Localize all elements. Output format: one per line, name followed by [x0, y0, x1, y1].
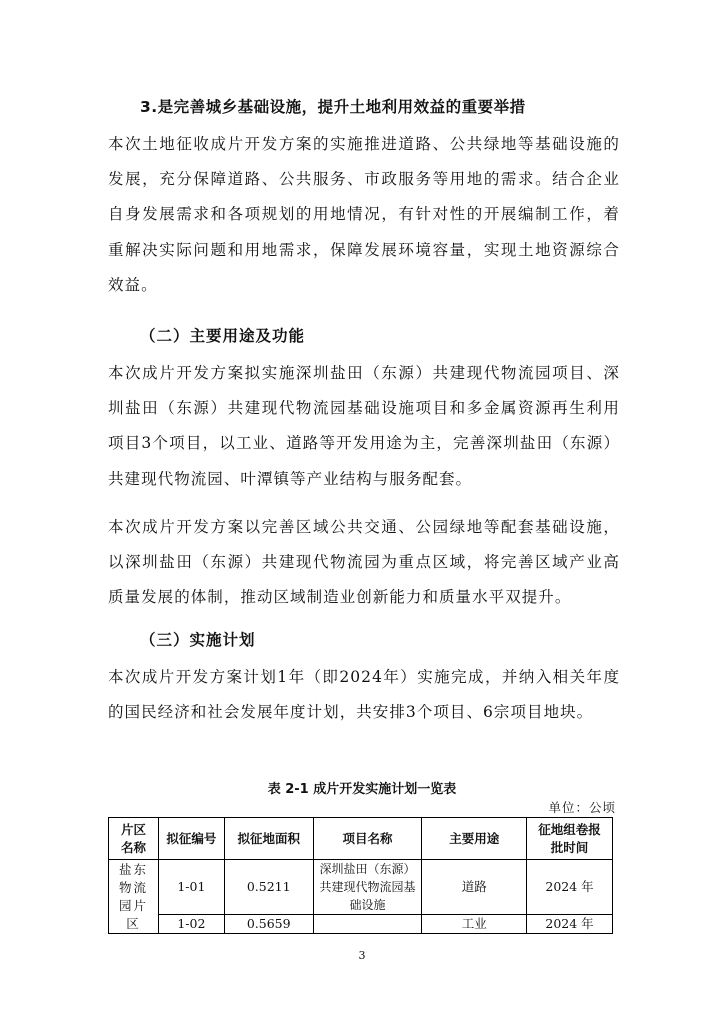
header-approval-time: 征地组卷报批时间	[527, 818, 613, 860]
approval-time-cell: 2024 年	[527, 860, 613, 915]
header-project-name: 项目名称	[313, 818, 422, 860]
table-header-row	[109, 818, 613, 860]
section-two-paragraph-2: 本次成片开发方案以完善区域公共交通、公园绿地等配套基础设施，以深圳盐田（东源）共建现代物流园为重点区域，将完善区域产业高质量发展的体制，推动区域制造业创新能力和质量水平双提升。	[108, 518, 620, 607]
section-two-heading: （二）主要用途及功能	[140, 327, 306, 345]
section-three-heading: （三）实施计划	[140, 631, 256, 649]
header-area-name: 片区名称	[109, 818, 159, 860]
table-caption: 表 2-1 成片开发实施计划一览表	[267, 782, 457, 797]
project-name-cell	[313, 915, 422, 934]
area-name-cell: 盐东物流园片区	[109, 860, 159, 934]
land-area-cell: 0.5659	[224, 915, 313, 934]
table-row	[109, 915, 613, 934]
section-3-heading: 3.是完善城乡基础设施，提升土地利用效益的重要举措	[140, 98, 526, 116]
section-three-paragraph: 本次成片开发方案计划1年（即2024年）实施完成，并纳入相关年度的国民经济和社会发展年度计划，共安排3个项目、6宗项目地块。	[108, 668, 620, 722]
code-cell: 1-02	[158, 915, 224, 934]
table-row	[109, 860, 613, 915]
header-code: 拟征编号	[158, 818, 224, 860]
land-area-cell: 0.5211	[224, 860, 313, 915]
header-land-area: 拟征地面积	[224, 818, 313, 860]
section-two-paragraph-1: 本次成片开发方案拟实施深圳盐田（东源）共建现代物流园项目、深圳盐田（东源）共建现代物流园基础设施项目和多金属资源再生利用项目3个项目，以工业、道路等开发用途为主，完善深圳盐田（东源）共建现代物流园、叶潭镇等产业结构与服务配套。	[108, 364, 620, 488]
code-cell: 1-01	[158, 860, 224, 915]
table-unit: 单位：公顷	[548, 800, 616, 815]
header-main-use: 主要用途	[422, 818, 527, 860]
approval-time-cell: 2024 年	[527, 915, 613, 934]
implementation-plan-table	[108, 817, 613, 934]
project-name-cell: 深圳盐田（东源）共建现代物流园基础设施	[313, 860, 422, 915]
section-3-paragraph: 本次土地征收成片开发方案的实施推进道路、公共绿地等基础设施的发展，充分保障道路、公共服务、市政服务等用地的需求。结合企业自身发展需求和各项规划的用地情况，有针对性的开展编制工作，着重解决实际问题和用地需求，保障发展环境容量，实现土地资源综合效益。	[108, 135, 620, 294]
page-number: 3	[358, 949, 366, 962]
main-use-cell: 工业	[422, 915, 527, 934]
main-use-cell: 道路	[422, 860, 527, 915]
